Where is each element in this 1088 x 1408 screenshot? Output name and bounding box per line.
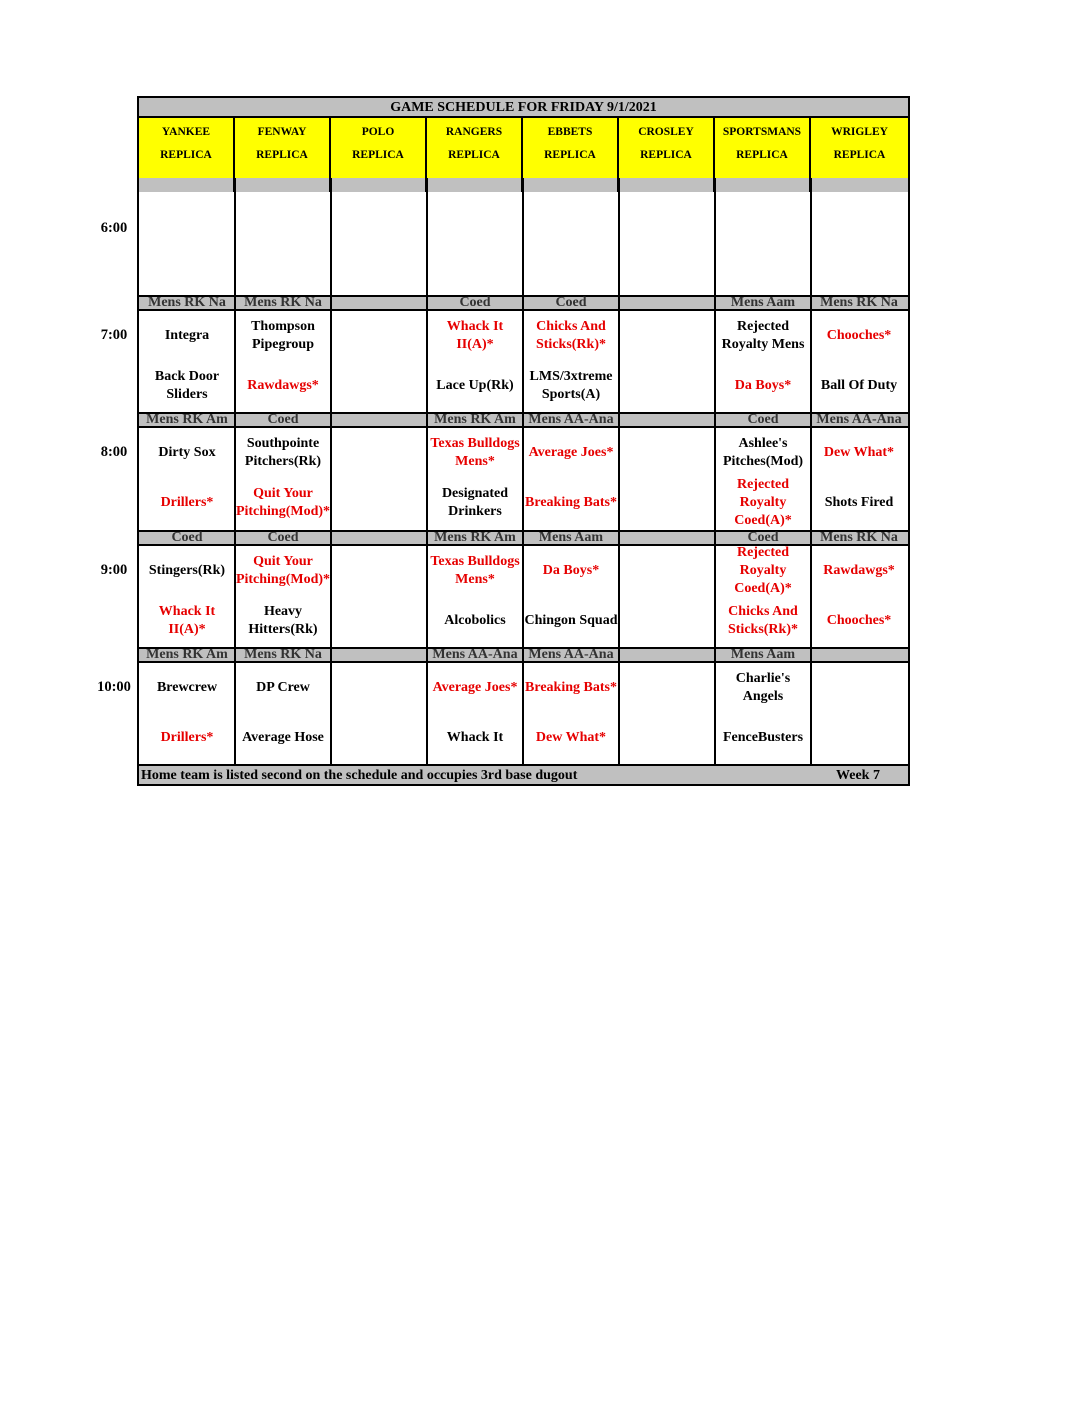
venue-type: REPLICA: [256, 149, 308, 161]
division-label: Mens AA-Ana: [528, 648, 614, 661]
venue-header: [427, 118, 523, 178]
header-spacer: [811, 178, 908, 192]
header-spacer: [619, 178, 715, 192]
division-label: Coed: [747, 413, 779, 426]
division-label: [331, 531, 427, 544]
visiting-team: Texas Bulldogs Mens*: [430, 554, 520, 587]
venue-header: [331, 118, 427, 178]
home-team: [139, 243, 235, 294]
home-team: Drillers*: [160, 730, 214, 745]
home-team: Chicks And Sticks(Rk)*: [727, 604, 798, 637]
home-team: Back Door Sliders: [154, 369, 220, 402]
visiting-team: [331, 428, 427, 478]
home-team: Ball Of Duty: [820, 378, 898, 393]
home-team: [619, 361, 715, 411]
home-team: Heavy Hitters(Rk): [248, 604, 318, 637]
home-team: Rawdawgs*: [247, 378, 319, 393]
division-label: Mens Aam: [730, 648, 796, 661]
home-team: [619, 478, 715, 528]
venue-name: SPORTSMANS: [722, 126, 802, 138]
column-divider: [522, 178, 524, 764]
visiting-team: Whack It II(A)*: [446, 319, 504, 352]
division-label: [811, 648, 907, 661]
home-team: FenceBusters: [722, 730, 804, 745]
division-label: Mens RK Na: [244, 648, 322, 661]
home-team: Average Hose: [242, 730, 324, 745]
visiting-team: [811, 663, 907, 713]
column-divider: [714, 178, 716, 764]
division-label: [619, 413, 715, 426]
visiting-team: Rawdawgs*: [823, 563, 895, 578]
venue-type: REPLICA: [160, 149, 212, 161]
division-label: Mens RK Na: [820, 531, 898, 544]
home-team: [811, 243, 907, 294]
division-label: Mens RK Am: [146, 648, 228, 661]
home-team: [715, 243, 811, 294]
venue-header: [139, 118, 235, 178]
visiting-team: [715, 192, 811, 243]
home-team: [619, 713, 715, 763]
venue-header: [811, 118, 908, 178]
header-spacer: [139, 178, 235, 192]
venue-name: FENWAY: [257, 126, 307, 138]
home-team: [523, 243, 619, 294]
header-spacer: [427, 178, 523, 192]
column-divider: [618, 178, 620, 764]
home-team: Designated Drinkers: [441, 486, 509, 519]
venue-name: POLO: [361, 126, 395, 138]
division-label: [331, 648, 427, 661]
division-label: [619, 531, 715, 544]
column-divider: [330, 178, 332, 764]
division-label: Coed: [555, 296, 587, 309]
venue-name: WRIGLEY: [831, 126, 888, 138]
home-team: Quit Your Pitching(Mod)*: [235, 486, 331, 519]
visiting-team: [427, 192, 523, 243]
division-label: [619, 648, 715, 661]
footer: [139, 764, 908, 784]
venue-header: [715, 118, 811, 178]
division-label: Mens Aam: [730, 296, 796, 309]
division-label: Mens RK Na: [148, 296, 226, 309]
visiting-team: Stingers(Rk): [148, 563, 226, 578]
home-team: Rejected Royalty Coed(A)*: [734, 478, 792, 528]
visiting-team: Southpointe Pitchers(Rk): [244, 436, 322, 469]
visiting-team: Chicks And Sticks(Rk)*: [535, 319, 606, 352]
visiting-team: [331, 192, 427, 243]
visiting-team: Da Boys*: [542, 563, 600, 578]
visiting-team: Chooches*: [826, 328, 892, 343]
column-divider: [426, 178, 428, 764]
venue-type: REPLICA: [736, 149, 788, 161]
header-spacer: [523, 178, 619, 192]
visiting-team: Rejected Royalty Coed(A)*: [734, 546, 792, 596]
visiting-team: Brewcrew: [156, 680, 218, 695]
division-label: Coed: [747, 531, 779, 544]
home-team: [331, 361, 427, 411]
division-label: [331, 413, 427, 426]
visiting-team: [331, 663, 427, 713]
home-team: Chingon Squad: [524, 613, 618, 628]
visiting-team: [811, 192, 907, 243]
home-team: [331, 478, 427, 528]
visiting-team: Integra: [164, 328, 210, 343]
venue-header: [235, 118, 331, 178]
time-label: 9:00: [100, 562, 128, 578]
column-divider: [810, 178, 812, 764]
visiting-team: [619, 311, 715, 361]
home-team: Lace Up(Rk): [436, 378, 514, 393]
division-label: Coed: [459, 296, 491, 309]
visiting-team: Average Joes*: [432, 680, 518, 695]
home-team: Da Boys*: [734, 378, 792, 393]
home-team: Alcobolics: [444, 613, 506, 628]
home-team: LMS/3xtreme Sports(A): [529, 369, 613, 402]
visiting-team: [331, 546, 427, 596]
venue-header: [523, 118, 619, 178]
header-spacer: [331, 178, 427, 192]
home-team: [235, 243, 331, 294]
venue-type: REPLICA: [640, 149, 692, 161]
home-team: [331, 243, 427, 294]
home-team: [619, 596, 715, 646]
week-label: Week 7: [836, 768, 880, 783]
home-team: [331, 713, 427, 763]
visiting-team: [523, 192, 619, 243]
visiting-team: Charlie's Angels: [735, 671, 791, 704]
visiting-team: Thompson Pipegroup: [251, 319, 315, 352]
venue-type: REPLICA: [544, 149, 596, 161]
time-label: 10:00: [97, 679, 131, 695]
division-label: Coed: [267, 413, 299, 426]
visiting-team: Breaking Bats*: [525, 680, 617, 695]
venue-name: RANGERS: [445, 126, 503, 138]
venue-type: REPLICA: [448, 149, 500, 161]
time-label: 7:00: [100, 327, 128, 343]
visiting-team: Average Joes*: [528, 445, 614, 460]
header-spacer: [235, 178, 331, 192]
visiting-team: [139, 192, 235, 243]
division-label: Mens RK Am: [434, 413, 516, 426]
visiting-team: Dew What*: [823, 445, 895, 460]
visiting-team: Ashlee's Pitches(Mod): [722, 436, 804, 469]
venue-name: YANKEE: [161, 126, 211, 138]
venue-type: REPLICA: [833, 149, 886, 161]
division-label: Coed: [267, 531, 299, 544]
home-team: Dew What*: [535, 730, 607, 745]
division-label: [619, 296, 715, 309]
visiting-team: [331, 311, 427, 361]
column-divider: [234, 178, 236, 764]
header-spacer: [715, 178, 811, 192]
division-label: Mens RK Na: [820, 296, 898, 309]
time-label: 6:00: [100, 220, 128, 236]
visiting-team: DP Crew: [256, 680, 310, 695]
division-label: Mens AA-Ana: [432, 648, 518, 661]
home-team: Chooches*: [826, 613, 892, 628]
visiting-team: [619, 192, 715, 243]
division-label: Mens Aam: [538, 531, 604, 544]
schedule-sheet: [137, 96, 910, 786]
venue-header: [619, 118, 715, 178]
home-team: Whack It II(A)*: [158, 604, 216, 637]
division-label: [331, 296, 427, 309]
division-label: Mens AA-Ana: [816, 413, 902, 426]
division-label: Mens RK Am: [434, 531, 516, 544]
division-label: Coed: [171, 531, 203, 544]
visiting-team: Dirty Sox: [158, 445, 216, 460]
visiting-team: [619, 663, 715, 713]
home-team: [619, 243, 715, 294]
home-team: Whack It: [446, 730, 504, 745]
home-team: [427, 243, 523, 294]
division-label: Mens RK Na: [244, 296, 322, 309]
home-team: Drillers*: [160, 495, 214, 510]
home-team: Shots Fired: [824, 495, 894, 510]
visiting-team: Texas Bulldogs Mens*: [430, 436, 520, 469]
home-team: [331, 596, 427, 646]
visiting-team: Quit Your Pitching(Mod)*: [235, 554, 331, 587]
schedule-title: GAME SCHEDULE FOR FRIDAY 9/1/2021: [139, 98, 908, 118]
visiting-team: [235, 192, 331, 243]
home-team: [811, 713, 907, 763]
venue-name: CROSLEY: [638, 126, 694, 138]
time-label: 8:00: [100, 444, 128, 460]
division-label: Mens RK Am: [146, 413, 228, 426]
footer-note: Home team is listed second on the schedule and occupies 3rd base dugout: [141, 768, 578, 783]
home-team: Breaking Bats*: [525, 495, 617, 510]
visiting-team: [619, 428, 715, 478]
visiting-team: Rejected Royalty Mens: [721, 319, 805, 352]
venue-name: EBBETS: [547, 126, 593, 138]
venue-type: REPLICA: [352, 149, 404, 161]
visiting-team: [619, 546, 715, 596]
division-label: Mens AA-Ana: [528, 413, 614, 426]
